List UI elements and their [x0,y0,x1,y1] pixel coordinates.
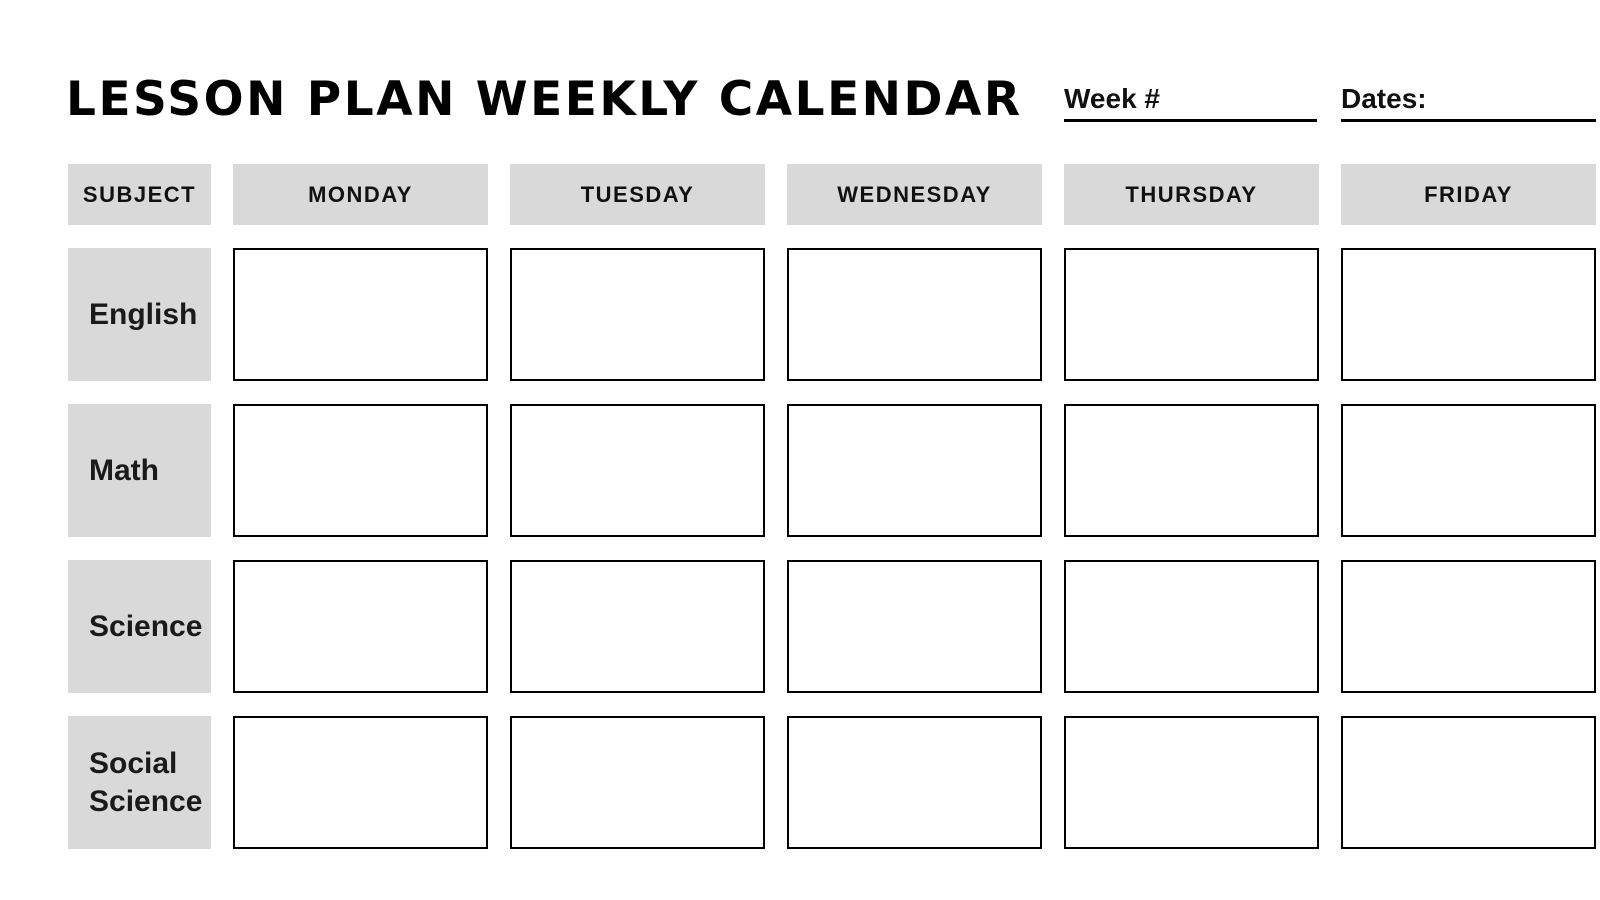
lesson-cell-math-wednesday[interactable] [787,404,1042,537]
page-title: LESSON PLAN WEEKLY CALENDAR [66,72,1023,127]
row-label-science: Science [68,560,211,693]
lesson-cell-science-monday[interactable] [233,560,488,693]
dates-field[interactable] [1341,84,1596,122]
lesson-cell-social-science-friday[interactable] [1341,716,1596,849]
lesson-cell-science-tuesday[interactable] [510,560,765,693]
row-label-math: Math [68,404,211,537]
row-label-social-science: Social Science [68,716,211,849]
lesson-cell-english-wednesday[interactable] [787,248,1042,381]
lesson-cell-social-science-monday[interactable] [233,716,488,849]
lesson-cell-social-science-thursday[interactable] [1064,716,1319,849]
column-header-monday: MONDAY [233,164,488,225]
lesson-cell-science-wednesday[interactable] [787,560,1042,693]
week-number-label: Week # [1064,83,1160,114]
lesson-cell-social-science-tuesday[interactable] [510,716,765,849]
column-header-wednesday: WEDNESDAY [787,164,1042,225]
lesson-cell-math-thursday[interactable] [1064,404,1319,537]
lesson-cell-english-thursday[interactable] [1064,248,1319,381]
lesson-cell-social-science-wednesday[interactable] [787,716,1042,849]
lesson-cell-science-friday[interactable] [1341,560,1596,693]
calendar-grid [68,164,1596,849]
dates-label: Dates: [1341,83,1427,114]
lesson-cell-science-thursday[interactable] [1064,560,1319,693]
lesson-cell-math-monday[interactable] [233,404,488,537]
column-header-friday: FRIDAY [1341,164,1596,225]
lesson-cell-english-monday[interactable] [233,248,488,381]
lesson-cell-english-friday[interactable] [1341,248,1596,381]
column-header-tuesday: TUESDAY [510,164,765,225]
week-number-field[interactable] [1064,84,1317,122]
lesson-cell-english-tuesday[interactable] [510,248,765,381]
lesson-cell-math-tuesday[interactable] [510,404,765,537]
column-header-subject: SUBJECT [68,164,211,225]
row-label-english: English [68,248,211,381]
column-header-thursday: THURSDAY [1064,164,1319,225]
lesson-cell-math-friday[interactable] [1341,404,1596,537]
